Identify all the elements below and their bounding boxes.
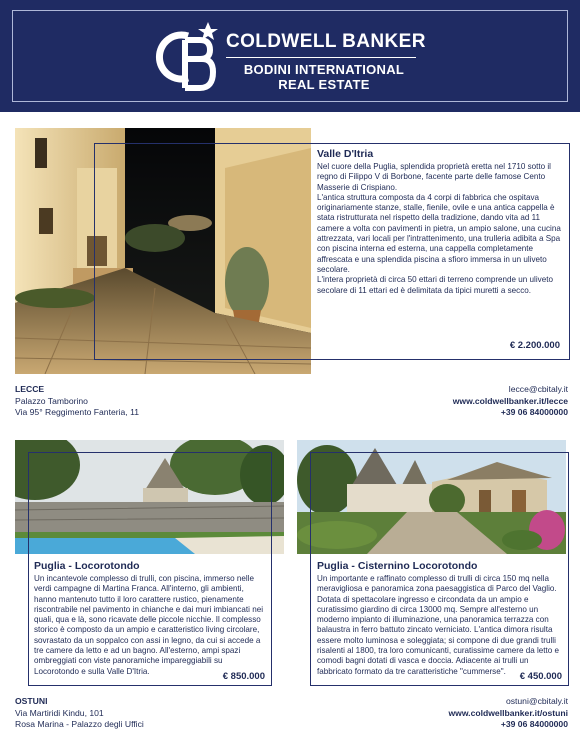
office-phone[interactable]: +39 06 84000000 — [500, 719, 568, 729]
office-address-line1: Palazzo Tamborino — [15, 395, 88, 406]
listing-price: € 850.000 — [222, 671, 265, 682]
listing-description: Un importante e raffinato complesso di trulli di circa 150 mq nella meravigliosa e panoramica zona paesaggistica di Parco del Vaglio. Dotata di spettacolare ingresso e circondata da un ampio e curatissimo giardino di circa 13000 mq. Sempre all'esterno un moderno impianto di illuminazione, una panoramica terrazza con balaustra in ferro battuto zincato verniciato. L'antica dimora risulta essere molto luminosa e soleggiata; si compone di due grandi trulli risalenti al 1800, tra loro comunicanti, curatissime camere da letto e comodi bagni dotati di vasca e doccia. Adiacente ai trulli un fabbricato formato da tre caratteristiche "cummerse". — [317, 574, 560, 676]
listing-title: Puglia - Cisternino Locorotondo — [317, 560, 478, 572]
coldwell-banker-logo-icon — [152, 22, 220, 94]
listing-price: € 2.200.000 — [509, 340, 560, 351]
listing-card-locorotondo — [29, 557, 269, 683]
brand-divider — [226, 57, 416, 58]
office-email-link[interactable]: lecce@cbitaly.it — [508, 384, 568, 394]
office-address-line1: Via Martiridi Kindu, 101 — [15, 707, 104, 718]
brand-name: COLDWELL BANKER — [226, 31, 426, 52]
office-address-line2: Via 95° Reggimento Fanteria, 11 — [15, 407, 139, 417]
office-ostuni-contacts — [320, 696, 568, 731]
office-address-line2: Rosa Marina - Palazzo degli Uffici — [15, 719, 144, 729]
office-email-link[interactable]: ostuni@cbitaly.it — [505, 696, 568, 706]
listing-photo-cisternino — [297, 440, 566, 554]
office-city: LECCE — [15, 384, 45, 394]
listing-description: Un incantevole complesso di trulli, con piscina, immerso nelle verdi campagne di Martina Franca. All'interno, gli ambienti, hanno mantenuto tutto il loro carattere rustico, pienamente riscontrabile nel pavimento in chianche e dai muri imbiancati nei quali, qua e là, sono ricavate delle piccole nicchie. Il complesso storico è composto da un ampio e caratteristico living circolare, sovrastato da un soppalco con assi in legno, da cui si accede a tre camere da letto e ad un bagno. All'esterno, ampi spazi ombreggiati con viste panoramiche impareggiabili su Locorotondo e sulla Valle D'Itria. — [34, 574, 263, 676]
brand-subtitle-line1: BODINI INTERNATIONAL — [243, 62, 405, 77]
listing-photo-valle-ditria — [15, 128, 311, 374]
trulli-pool-photo — [15, 440, 284, 554]
office-lecce-address — [15, 384, 265, 419]
office-website-link[interactable]: www.coldwellbanker.it/ostuni — [448, 707, 568, 718]
listing-card-valle-ditria — [311, 144, 566, 356]
office-phone[interactable]: +39 06 84000000 — [500, 407, 568, 417]
office-website-link[interactable]: www.coldwellbanker.it/lecce — [452, 395, 568, 406]
office-lecce-contacts — [320, 384, 568, 419]
listing-title: Puglia - Locorotondo — [34, 560, 140, 572]
office-city: OSTUNI — [15, 696, 48, 706]
listing-photo-locorotondo — [15, 440, 284, 554]
trulli-garden-photo — [297, 440, 566, 554]
brand-subtitle — [229, 62, 419, 92]
masseria-night-photo — [15, 128, 311, 374]
office-ostuni-address — [15, 696, 265, 731]
listing-price: € 450.000 — [519, 671, 562, 682]
brand-subtitle-line2: REAL ESTATE — [278, 77, 370, 92]
listing-title: Valle D'Itria — [317, 148, 374, 160]
brand-header — [0, 0, 580, 112]
listing-description: Nel cuore della Puglia, splendida proprietà eretta nel 1710 sotto il regno di Filippo V di Borbone, facente parte delle famose Cento Masserie di Crispiano. L'antica struttura composta da 4 corpi di fabbrica che ospitava originariamente stanze, stalle, fienile, ovile e una antica cappella è stata ristrutturata nel rispetto della tradizione, dando vita ad 11 camere a volta con pavimenti in pietra, un ampio salone, una cucina attrezzata, vari locali per l'intrattenimento, una trulleria adibita a Spa con piscina interna ed esterna, una cappella completamente affrescata e una splendida piscina a sfioro immersa in un uliveto secolare. L'intera proprietà di circa 50 ettari di terreno comprende un uliveto secolare di 11 ettari ed è delimitata da tipici muretti a secco. — [317, 162, 561, 295]
listing-card-cisternino — [311, 557, 566, 683]
